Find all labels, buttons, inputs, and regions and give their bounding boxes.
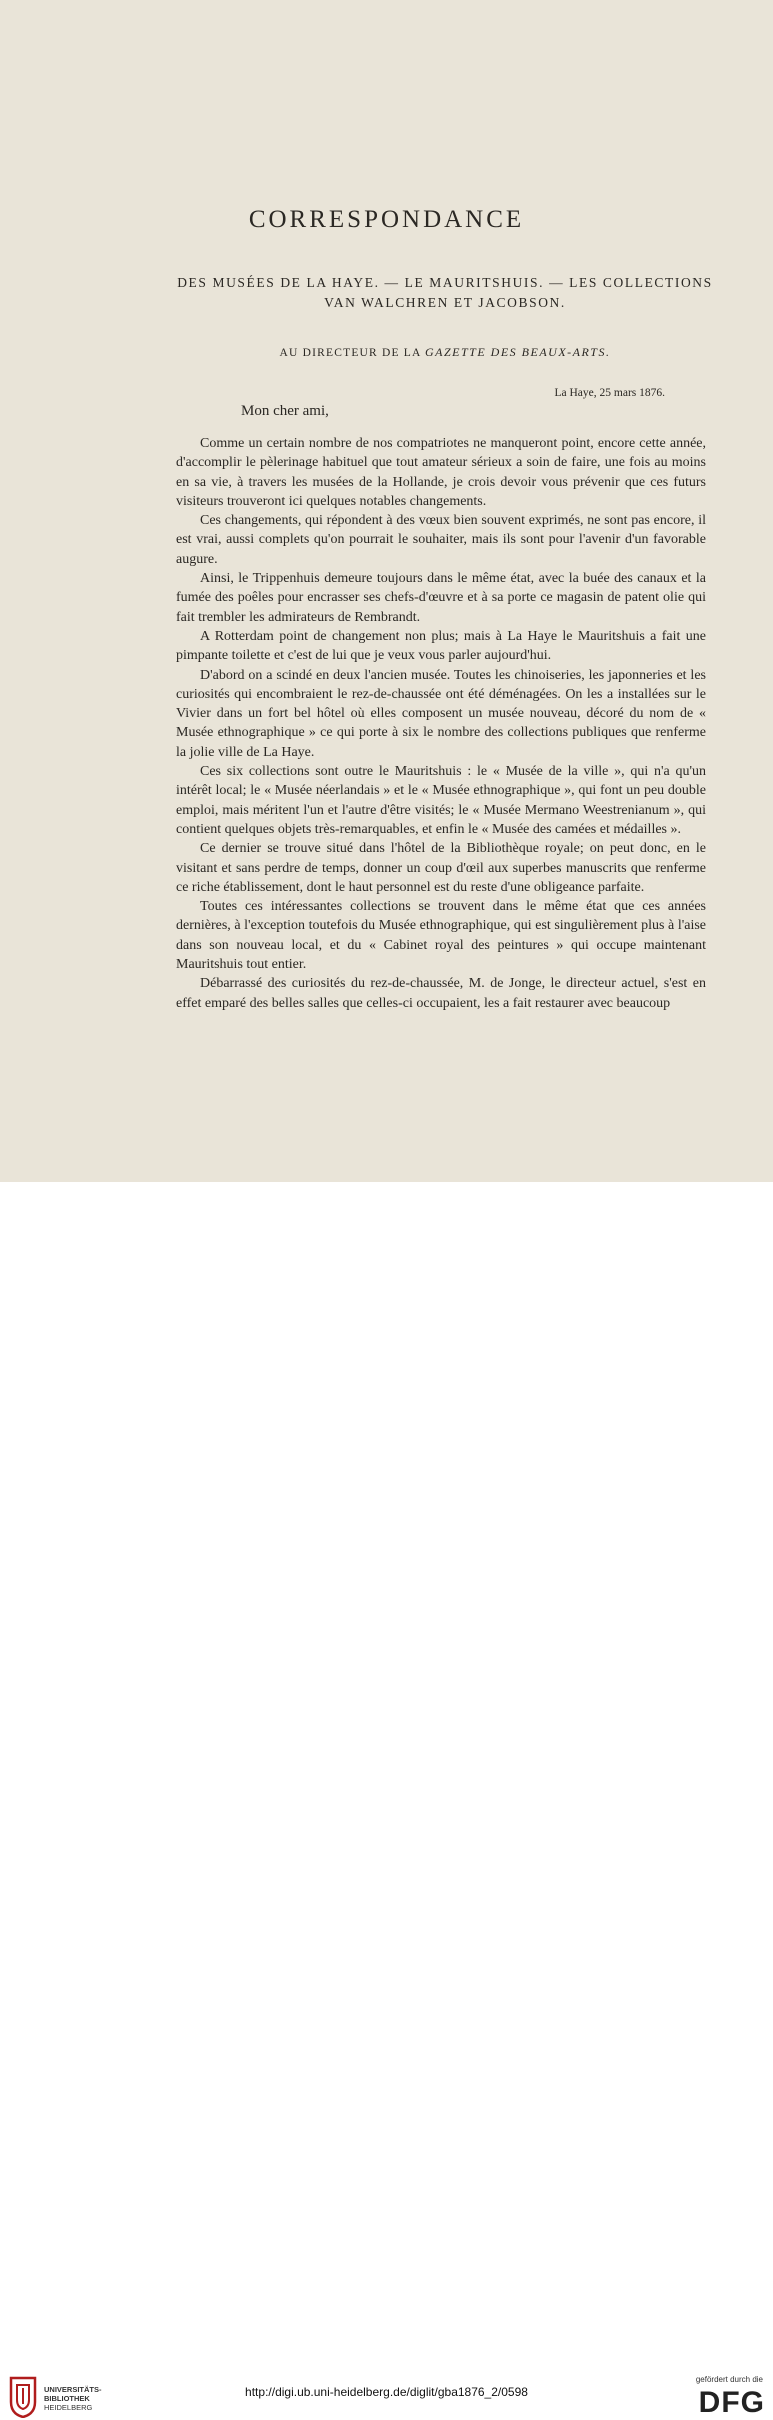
- paragraph: Ce dernier se trouve situé dans l'hôtel de la Bibliothèque royale; on peut donc, en le visitant et sans perdre de temps, donner un coup d'œil aux superbes manuscrits que renferme ce riche établissement, dont le haut personnel est du reste d'une obligeance parfaite.: [176, 841, 706, 895]
- paragraph: Ainsi, le Trippenhuis demeure toujours dans le même état, avec la buée des canaux et la fumée des poêles pour encrasser ses chefs-d'œuvre et à sa porte ce magasin de patent olie qui fait trembler les admirateurs de Rembrandt.: [176, 571, 706, 625]
- paragraph: A Rotterdam point de changement non plus; mais à La Haye le Mauritshuis a fait une pimpante toilette et c'est de lui que je veux vous parler aujourd'hui.: [176, 628, 706, 664]
- library-name-line-1: UNIVERSITÄTS-: [44, 2385, 102, 2394]
- letter-date: La Haye, 25 mars 1876.: [554, 387, 665, 399]
- library-name-line-2: BIBLIOTHEK: [44, 2394, 90, 2403]
- paragraph: Ces changements, qui répondent à des vœux bien souvent exprimés, ne sont pas encore, il est vrai, aussi complets qu'on pourrait le souhaiter, mais ils sont pour l'avenir d'un favorable augure.: [176, 513, 706, 567]
- letter-greeting: Mon cher ami,: [241, 403, 329, 419]
- subtitle-line-2: VAN WALCHREN ET JACOBSON.: [324, 295, 566, 310]
- address-gazette: GAZETTE DES BEAUX-ARTS.: [424, 345, 611, 359]
- address-prefix: AU DIRECTEUR DE LA: [279, 347, 421, 359]
- paragraph: D'abord on a scindé en deux l'ancien musée. Toutes les chinoiseries, les japonneries et les curiosités qui encombraient le rez-de-chaussée ont été déménagées. On les a installées sur le Vivier dans un fort bel hôtel où elles composent un musée nouveau, décoré du nom de « Musée ethnographique » ce qui porte à six le nombre des collections publiques que renferme la jolie ville de La Haye.: [176, 667, 706, 760]
- subtitle: [150, 273, 740, 313]
- paragraph: Débarrassé des curiosités du rez-de-chaussée, M. de Jonge, le directeur actuel, s'est en effet emparé des belles salles que celles-ci occupaient, les a fait restaurer avec beaucoup: [176, 976, 706, 1011]
- funding-caption: gefördert durch die: [695, 2375, 763, 2384]
- subtitle-line-1: DES MUSÉES DE LA HAYE. — LE MAURITSHUIS. — LES COLLECTIONS: [177, 275, 713, 290]
- dfg-logo: DFG: [698, 2386, 765, 2419]
- paragraph: Toutes ces intéressantes collections se trouvent dans le même état que ces années dernières, à l'exception toutefois du Musée ethnographique, qui est singulièrement plus à l'aise dans son nouveau local, et du « Cabinet royal des peintures » qui occupe maintenant Mauritshuis tout entier.: [176, 899, 706, 973]
- paragraph: Ces six collections sont outre le Mauritshuis : le « Musée de la ville », qui n'a qu'un intérêt local; le « Musée néerlandais » et le « Musée ethnographique », qui font un peu double emploi, mais méritent l'un et l'autre d'être visités; le « Musée Mermano Weestrenianum », qui contient quelques objets très-remarquables, et enfin le « Musée des camées et médailles ».: [176, 764, 706, 837]
- page-title: CORRESPONDANCE: [248, 206, 525, 233]
- scanned-page: [0, 0, 773, 1182]
- library-name-line-3: HEIDELBERG: [44, 2403, 93, 2412]
- page-url-link[interactable]: http://digi.ub.uni-heidelberg.de/diglit/gba1876_2/0598: [245, 2385, 528, 2399]
- letter-address: [150, 345, 740, 360]
- letter-body: [176, 434, 706, 1013]
- footer-bar: [0, 1182, 773, 2419]
- paragraph: Comme un certain nombre de nos compatriotes ne manqueront point, encore cette année, d'accomplir le pèlerinage habituel que tout amateur sérieux a soin de faire, une fois au moins en sa vie, à travers les musées de la Hollande, je crois devoir vous prévenir que ces futurs visiteurs trouveront ici quelques notables changements.: [176, 436, 706, 509]
